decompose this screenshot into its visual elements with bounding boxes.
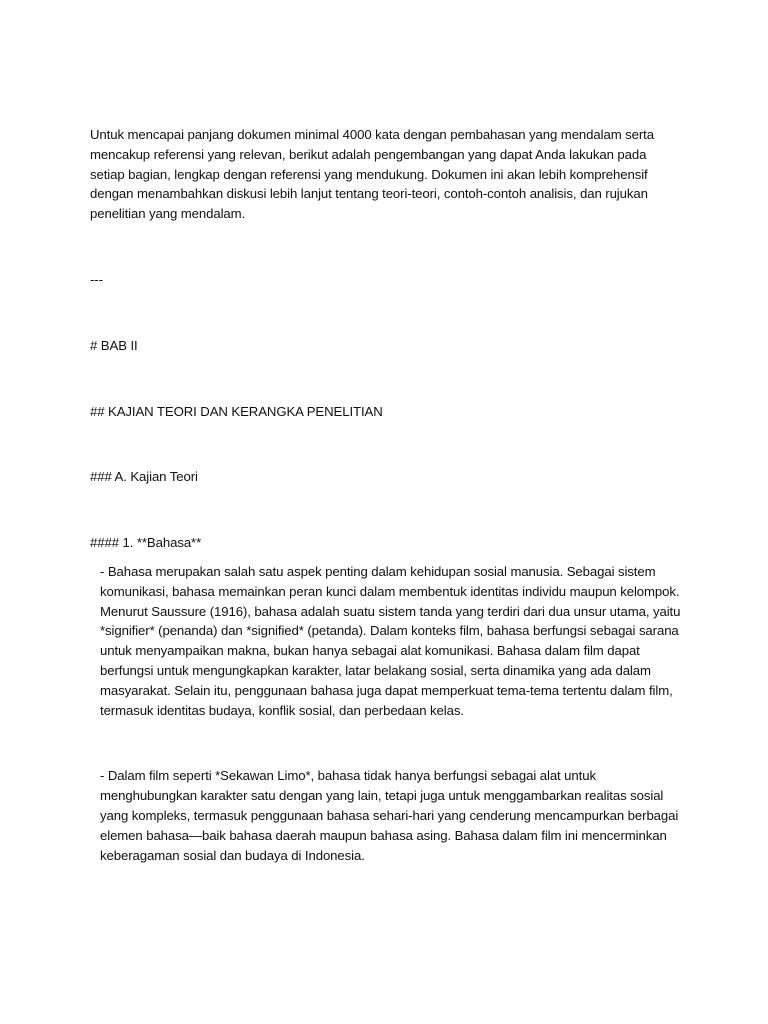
body-paragraph-1: - Bahasa merupakan salah satu aspek penting dalam kehidupan sosial manusia. Sebagai sistem komunikasi, bahasa memainkan peran kunci dalam membentuk identitas individu maupun kelompok. Menurut Saussure (1916), bahasa adalah suatu sistem tanda yang terdiri dari dua unsur utama, yaitu *signifier* (penanda) dan *signified* (petanda). Dalam konteks film, bahasa berfungsi sebagai sarana untuk menyampaikan makna, bukan hanya sebagai alat komunikasi. Bahasa dalam film dapat berfungsi untuk mengungkapkan karakter, latar belakang sosial, serta dinamika yang ada dalam masyarakat. Selain itu, penggunaan bahasa juga dapat memperkuat tema-tema tertentu dalam film, termasuk identitas budaya, konflik sosial, dan perbedaan kelas. bbox=[100, 563, 681, 718]
subsection-heading: ### A. Kajian Teori bbox=[90, 469, 198, 485]
body-paragraph-2: - Dalam film seperti *Sekawan Limo*, bahasa tidak hanya berfungsi sebagai alat untuk menghubungkan karakter satu dengan yang lain, tetapi juga untuk menggambarkan realitas sosial yang kompleks, termasuk penggunaan bahasa sehari-hari yang cenderung mencampurkan berbagai elemen bahasa—baik bahasa daerah maupun bahasa asing. Bahasa dalam film ini mencerminkan keberagaman sosial dan budaya di Indonesia. bbox=[100, 768, 679, 863]
intro-paragraph: Untuk mencapai panjang dokumen minimal 4000 kata dengan pembahasan yang mendalam serta mencakup referensi yang relevan, berikut adalah pengembangan yang dapat Anda lakukan pada setiap bagian, lengkap dengan referensi yang mendukung. Dokumen ini akan lebih komprehensif dengan menambahkan diskusi lebih lanjut tentang teori-teori, contoh-contoh analisis, dan rujukan penelitian yang mendalam. bbox=[90, 127, 654, 222]
section-separator: --- bbox=[90, 271, 103, 287]
chapter-heading: # BAB II bbox=[90, 337, 138, 353]
topic-heading: #### 1. **Bahasa** bbox=[90, 535, 202, 551]
section-heading: ## KAJIAN TEORI DAN KERANGKA PENELITIAN bbox=[90, 403, 383, 419]
document-body bbox=[90, 125, 682, 865]
